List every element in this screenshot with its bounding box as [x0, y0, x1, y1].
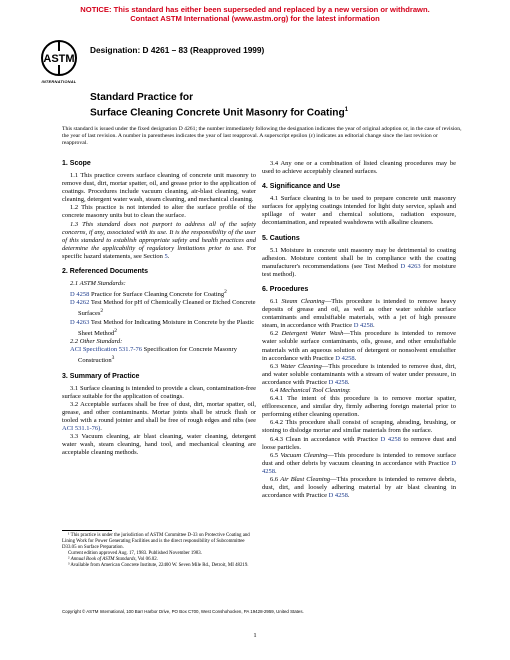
link-d4258[interactable]: D 4258	[380, 435, 401, 443]
paragraph-6-5: 6.5 Vacuum Cleaning—This procedure is intended to remove surface dust and other debris by vacuum cleaning in accordance with Practice D 4258.	[262, 451, 456, 475]
link-aci-531[interactable]: ACI Specification 531.7-76	[70, 346, 143, 354]
footnote-divider	[62, 530, 112, 531]
paragraph-6-4: 6.4 Mechanical Tool Cleaning:	[270, 386, 351, 394]
link-aci-531-1[interactable]: ACI 531.1-76)	[62, 424, 101, 432]
issuance-note: This standard is issued under the fixed designation D 4261; the number immediately following the designation indicates the year of original adoption or, in the case of revision, the year of last revision. A number in parentheses indicates the year of last reapproval. A superscript epsilon (ε) indicates an editorial change since the last revision or reapproval.	[62, 126, 462, 146]
notice-line-1: NOTICE: This standard has either been superseded and replaced by a new version or withdrawn.	[80, 5, 430, 14]
paragraph-6-2: 6.2 Detergent Water Wash—This procedure is intended to remove water soluble surface contaminants, oils, grease, and other emulsifiable materials with an aqueous solution of detergent or nonsolvent emulsifier in accordance with Practice D 4258.	[262, 330, 457, 362]
section-heading-significance: 4. Significance and Use	[262, 183, 341, 191]
paragraph-1-3: 1.3 This standard does not purport to address all of the safety concerns, if any, associated with its use. It is the responsibility of the user of this standard to establish appropriate safety and health practices and determine the applicability of regulatory limitations prior to use. For specific hazard statements, see Section 5.	[62, 220, 257, 260]
link-d4263[interactable]: D 4263	[70, 318, 90, 326]
paragraph-3-2: 3.2 Acceptable surfaces shall be free of dust, dirt, mortar spatter, oil, grease, and other contaminants. Mortar joints shall be struck flush or tooled with a round jointer and shall be free of rough edges and nibs (see ACI 531.1-76).	[62, 400, 256, 432]
footnote-1: ¹ This practice is under the jurisdiction of ASTM Committee D-33 on Protective Coating and Lining Work for Power Generating Facilities and is the direct responsibility of Subcommittee D33.05 on Surface Preparation.	[62, 533, 250, 550]
link-d4258[interactable]: D 4258	[328, 492, 348, 500]
paragraph-1-2: 1.2 This practice is not intended to alter the surface profile of the concrete masonry units but to clean the surface.	[62, 204, 256, 220]
link-d4258[interactable]: D 4258	[328, 378, 348, 386]
paragraph-1-1: 1.1 This practice covers surface cleaning of concrete unit masonry to remove dust, dirt, mortar spatter, oil, and grease prior to the application of coatings. Procedures include vacuum cleaning, air-blast cleaning, water cleaning, detergent water wash, steam cleaning, and mechanical cleaning.	[62, 172, 256, 204]
left-column	[62, 160, 256, 457]
section-heading-scope: 1. Scope	[62, 160, 91, 167]
paragraph-6-3: 6.3 Water Cleaning—This procedure is intended to remove dust, dirt, and water soluble contaminants with a stream of water under pressure, in accordance with Practice D 4258.	[262, 362, 457, 386]
document-title	[90, 92, 348, 119]
link-d4262[interactable]: D 4262	[70, 299, 90, 307]
section-heading-cautions: 5. Cautions	[262, 234, 300, 242]
svg-text:ASTM: ASTM	[43, 53, 75, 65]
paragraph-6-4-1: 6.4.1 The intent of this procedure is to remove mortar spatter, efflorescence, and similar dry, firmly adhering foreign material prior to performing either cleaning operation.	[262, 395, 456, 419]
paragraph-6-6: 6.6 Air Blast Cleaning—This procedure is intended to remove debris, dust, dirt, and loosely adhering material by air blast cleaning in accordance with Practice D 4258.	[262, 476, 456, 500]
reference-item: ACI Specification 531.7-76 Specification for Concrete Masonry Construction$^3$	[70, 346, 237, 365]
section-heading-references: 2. Referenced Documents	[62, 268, 148, 276]
section-heading-procedures: 6. Procedures	[262, 285, 309, 293]
astm-logo-icon	[40, 38, 78, 78]
paragraph-6-1: 6.1 Steam Cleaning—This procedure is intended to remove heavy deposits of grease and oil, as well as other water soluble surface contaminants and emulsifiable materials, with a jet of high pressure steam, in accordance with Practice D 4258.	[262, 297, 457, 330]
title-line-2: Surface Cleaning Concrete Unit Masonry for Coating$^1$	[90, 107, 349, 119]
link-d4258[interactable]: D 4258	[262, 459, 456, 475]
right-column	[262, 160, 456, 500]
reference-item: D 4263 Test Method for Indicating Moisture in Concrete by the Plastic Sheet Method$^2$	[70, 318, 255, 337]
notice-line-2: Contact ASTM International (www.astm.org) for the latest information	[130, 14, 380, 23]
footnote-2: ² Annual Book of ASTM Standards, Vol 06.02.	[68, 557, 158, 562]
link-d4263[interactable]: D 4263	[400, 262, 421, 270]
paragraph-3-1: 3.1 Surface cleaning is intended to provide a clean, contamination-free surface suitable for the application of coatings.	[62, 384, 256, 400]
paragraph-3-3: 3.3 Vacuum cleaning, air blast cleaning, water cleaning, detergent water wash, steam cleaning, hand tool, and mechanical cleaning are acceptable cleaning methods.	[62, 433, 256, 457]
link-d4258[interactable]: D 4258	[353, 322, 374, 330]
footnote-1-edition: Current edition approved Aug. 17, 1983. Published November 1983.	[68, 551, 202, 556]
copyright-line: Copyright © ASTM International, 100 Barr Harbor Drive, PO Box C700, West Conshohocken, PA 19428-2959, United States.	[62, 609, 304, 614]
reference-item: D 4262 Test Method for pH of Chemically Cleaned or Etched Concrete Surfaces$^2$	[70, 299, 256, 318]
footnotes	[62, 530, 256, 569]
withdrawal-notice	[0, 5, 510, 23]
footnote-3: ³ Available from American Concrete Institute, 22400 W. Seven Mile Rd., Detroit, MI 48219.	[68, 563, 249, 568]
page-number: 1	[253, 632, 257, 639]
link-d4258[interactable]: D 4258	[70, 291, 90, 299]
link-section-5[interactable]: 5	[164, 252, 168, 260]
logo-caption: INTERNATIONAL	[41, 79, 77, 84]
link-d4258[interactable]: D 4258	[335, 354, 355, 362]
paragraph-5-1: 5.1 Moisture in concrete unit masonry may be detrimental to coating adhesion. Moisture content shall be in compliance with the coating manufacturer's recommendations (see Test Method D 4263 for moisture test method).	[262, 246, 457, 278]
astm-standards-intro: 2.1 ASTM Standards:	[70, 280, 126, 288]
reference-item: D 4258 Practice for Surface Cleaning Concrete for Coating$^2$	[70, 289, 227, 299]
paragraph-4-1: 4.1 Surface cleaning is to be used to prepare concrete unit masonry surfaces for applying coatings intended for light duty service, splash and spillage of water and chemical solutions, radiation exposure, decontamination, and repeated washdowns with alkaline cleaners.	[262, 195, 456, 227]
designation: Designation: D 4261 – 83 (Reapproved 1999)	[90, 45, 265, 55]
paragraph-6-4-2: 6.4.2 This procedure shall consist of scraping, abrading, brushing, or stoning to dislodge mortar and similar materials from the surface.	[262, 419, 456, 435]
paragraph-3-4: 3.4 Any one or a combination of listed cleaning procedures may be used to achieve acceptably cleaned surfaces.	[262, 160, 456, 176]
other-standard-intro: 2.2 Other Standard:	[70, 338, 123, 346]
section-heading-summary: 3. Summary of Practice	[62, 372, 140, 380]
title-line-1: Standard Practice for	[90, 92, 194, 103]
paragraph-6-4-3: 6.4.3 Clean in accordance with Practice D 4258 to remove dust and loose particles.	[262, 435, 456, 451]
